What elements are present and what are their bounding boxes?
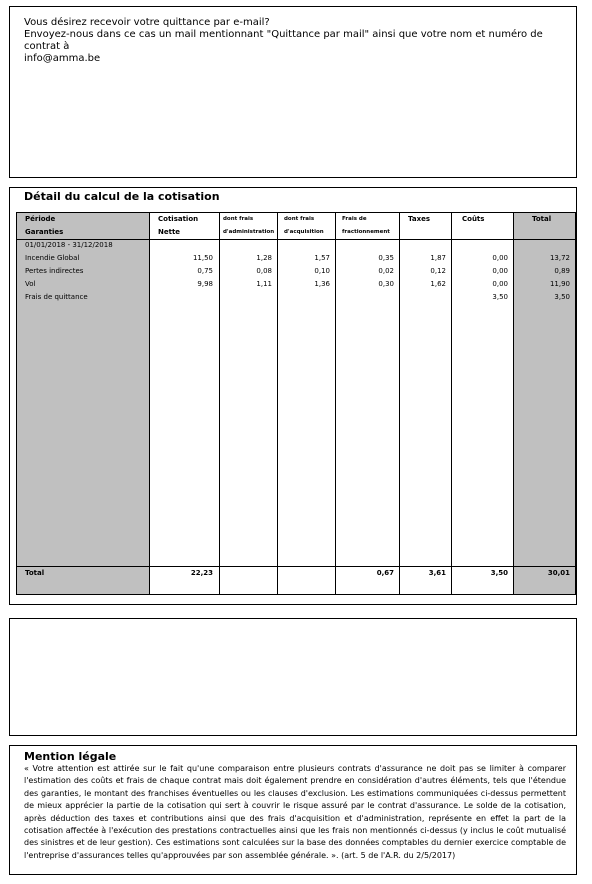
cell-admin: 1,11: [256, 280, 272, 288]
cell-taxes: 0,12: [430, 267, 446, 275]
header-garanties: Garanties: [25, 228, 64, 236]
cell-admin: 1,28: [256, 254, 272, 262]
row-label: Frais de quittance: [25, 293, 88, 301]
row-label: Vol: [25, 280, 36, 288]
header-fract-2: fractionnement: [342, 229, 390, 235]
cell-taxes: 1,87: [430, 254, 446, 262]
mail-line-3: info@amma.be: [24, 53, 101, 64]
mail-line-1: Vous désirez recevoir votre quittance par e-mail?: [24, 17, 270, 28]
total-label: Total: [25, 569, 45, 577]
cell-total: 0,89: [554, 267, 570, 275]
row-label: Pertes indirectes: [25, 267, 84, 275]
header-couts: Coûts: [462, 215, 485, 223]
cell-couts: 3,50: [492, 293, 508, 301]
calculation-box: [9, 187, 577, 605]
calculation-title: Détail du calcul de la cotisation: [24, 190, 220, 203]
total-nette: 22,23: [190, 569, 213, 577]
header-taxes: Taxes: [408, 215, 431, 223]
cell-nette: 9,98: [197, 280, 213, 288]
header-admin-1: dont frais: [223, 216, 254, 222]
cell-nette: 0,75: [197, 267, 213, 275]
mail-notice-text: [24, 17, 564, 65]
legal-title: Mention légale: [24, 750, 117, 763]
mail-notice-box: [9, 6, 577, 178]
header-periode: Période: [25, 215, 56, 223]
cell-total: 11,90: [549, 280, 570, 288]
cell-total: 3,50: [554, 293, 570, 301]
legal-text: « Votre attention est attirée sur le fait qu'une comparaison entre plusieurs contrats d'assurance ne doit pas se limiter à comparer l'estimation des coûts et frais de chaque contrat mais doit également prendre en considération d'autres éléments, tels que l'étendue des garanties, le montant des franchises éventuelles ou les clauses d'exclusion. Les estimations communiquées ci-dessus permettent de mieux apprécier la partie de la cotisation qui sert à couvrir le risque assuré par le contrat d'assurance. Le solde de la cotisation, après déduction des taxes et contributions ainsi que des frais d'acquisition et d'administration, représente en effet la part de la cotisation affectée à l'exécution des prestations contractuelles ainsi que les frais non mentionnés ci-dessus (y inclus le coût mutualisé des sinistres et de leur gestion). Ces estimations sont calculées sur la base des données comptables du dernier exercice comptable de l'entreprise d'assurances telles qu'approuvées par son assemblée générale. ». (art. 5 de l'A.R. du 2/5/2017): [24, 764, 566, 860]
cell-acq: 1,57: [314, 254, 330, 262]
header-total: Total: [532, 215, 552, 223]
header-nette: Nette: [158, 228, 181, 236]
cell-couts: 0,00: [492, 280, 508, 288]
cell-nette: 11,50: [192, 254, 213, 262]
cell-acq: 1,36: [314, 280, 330, 288]
row-label: Incendie Global: [25, 254, 80, 262]
total-fract: 0,67: [376, 569, 394, 577]
empty-box: [9, 618, 577, 736]
header-acq-2: d'acquisition: [284, 229, 324, 235]
cell-fract: 0,02: [378, 267, 394, 275]
cell-taxes: 1,62: [430, 280, 446, 288]
cell-acq: 0,10: [314, 267, 330, 275]
cell-admin: 0,08: [256, 267, 272, 275]
cell-couts: 0,00: [492, 254, 508, 262]
total-total: 30,01: [547, 569, 570, 577]
total-couts: 3,50: [490, 569, 508, 577]
mail-line-2: Envoyez-nous dans ce cas un mail mentionnant "Quittance par mail" ainsi que votre nom et numéro de contrat à: [24, 29, 543, 52]
legal-box: [9, 745, 577, 875]
header-fract-1: Frais de: [342, 216, 367, 222]
cell-fract: 0,30: [378, 280, 394, 288]
period-label: 01/01/2018 - 31/12/2018: [25, 241, 113, 249]
cell-fract: 0,35: [378, 254, 394, 262]
total-taxes: 3,61: [428, 569, 446, 577]
header-admin-2: d'administration: [223, 229, 275, 235]
header-cotisation: Cotisation: [158, 215, 199, 223]
cell-total: 13,72: [549, 254, 570, 262]
header-acq-1: dont frais: [284, 216, 315, 222]
cell-couts: 0,00: [492, 267, 508, 275]
calculation-table: [16, 212, 576, 595]
